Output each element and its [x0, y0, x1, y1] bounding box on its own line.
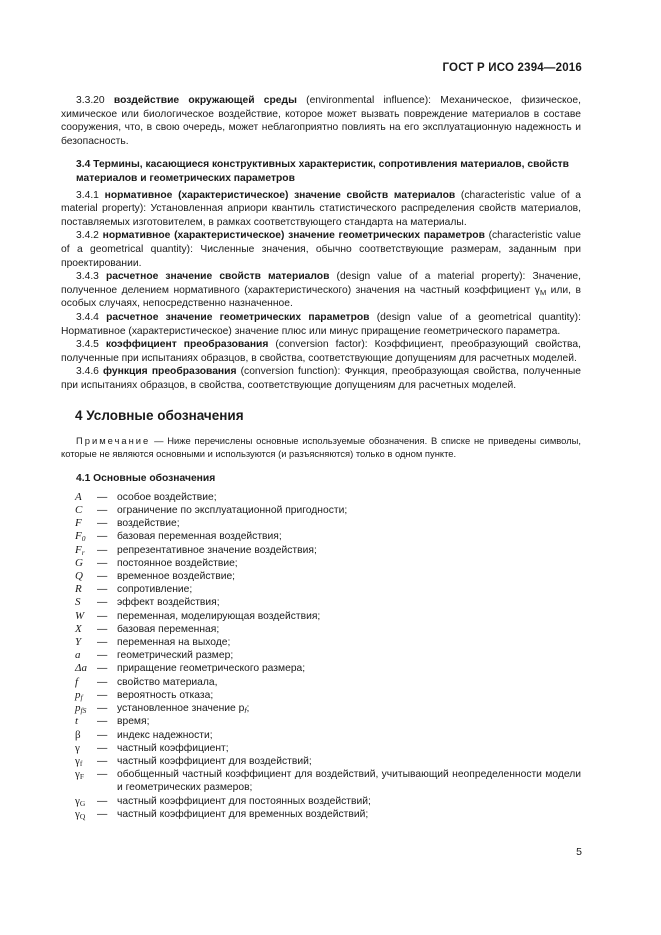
description-text: временное воздействие;	[117, 571, 236, 583]
description-text: базовая переменная воздействия;	[117, 531, 282, 543]
symbol: R	[75, 583, 82, 596]
definition: (conversion function): Функция, преобразующая свойства, полученные при испытаниях образцов, в свойства, соответствующие допущениям для расчетных моделей.	[61, 366, 581, 391]
symbol-row	[61, 689, 581, 702]
symbol-description	[117, 636, 581, 649]
description-text: переменная, моделирующая воздействия;	[117, 610, 321, 622]
term: нормативное (характеристическое) значение свойств материалов	[104, 189, 456, 201]
dash: —	[97, 703, 108, 715]
symbol: $p_f$	[75, 688, 83, 702]
symbol: $p_{fS}$	[75, 702, 87, 716]
paragraph-3-4-6	[61, 365, 581, 392]
symbol: f	[75, 675, 79, 688]
description-text: переменная на выходе;	[117, 637, 231, 649]
symbol: a	[75, 649, 81, 662]
symbol: C	[75, 504, 83, 517]
symbol-row	[61, 544, 581, 557]
description-text: частный коэффициент;	[117, 742, 229, 754]
dash: —	[97, 742, 108, 754]
symbol: t	[75, 715, 79, 728]
dash: —	[97, 623, 108, 635]
definition: (design value of a material property): Значение, полученное делением нормативного (характеристического) значения на частный коэффициент	[61, 271, 581, 296]
symbol-row	[61, 662, 581, 675]
dash: —	[97, 769, 108, 781]
description-text: репрезентативное значение воздействия;	[117, 544, 317, 556]
symbol-row	[61, 715, 581, 728]
description-text: сопротивление;	[117, 584, 193, 596]
symbol-description	[117, 610, 581, 623]
symbol-row	[61, 702, 581, 715]
dash: —	[97, 650, 108, 662]
section-4-1-heading: 4.1 Основные обозначения	[76, 473, 216, 485]
symbol-description	[117, 808, 581, 821]
symbol-description	[117, 662, 581, 675]
term: функция преобразования	[103, 366, 237, 378]
symbol-description	[117, 517, 581, 530]
symbol-description	[117, 530, 581, 543]
gamma-m-symbol	[535, 285, 546, 296]
description-text: особое воздействие;	[117, 491, 217, 503]
symbol-list	[61, 491, 581, 821]
clause-number: 3.4.2	[76, 230, 99, 242]
symbol-description	[117, 623, 581, 636]
symbol: Y	[75, 636, 82, 649]
dash: —	[97, 755, 108, 767]
symbol-row	[61, 557, 581, 570]
dash: —	[97, 531, 108, 543]
definition: (characteristic value of a material property): Установленная априори квантиль статистического распределения свойств материалов, поставляемых изготовителем, в рамках соответствующего стандарта на материалы.	[61, 189, 581, 228]
symbol-description	[117, 755, 581, 768]
note-text: — Ниже перечислены основные используемые обозначения. В списке не приведены символы, которые не являются основными и используются (и разъясняются) только в одном пункте.	[61, 435, 581, 459]
symbol-row	[61, 583, 581, 596]
definition-continued: или, в особых случаях, непосредственно назначенное.	[61, 284, 581, 310]
symbol: $\gamma_f$	[75, 754, 83, 768]
symbol: $F_r$	[75, 543, 85, 557]
symbol-row	[61, 768, 581, 794]
symbol-row	[61, 530, 581, 543]
symbol-description	[117, 544, 581, 557]
description-tail: ;	[246, 703, 250, 715]
symbol: G	[75, 556, 83, 569]
section-4-heading: 4 Условные обозначения	[75, 408, 244, 424]
symbol-row	[61, 676, 581, 689]
clause-number: 3.3.20	[76, 95, 105, 106]
symbol-row	[61, 649, 581, 662]
description-text: постоянное воздействие;	[117, 557, 238, 569]
paragraph-3-4-1	[61, 189, 581, 230]
symbol: A	[75, 490, 82, 503]
symbol-row	[61, 623, 581, 636]
symbol-description	[117, 676, 581, 689]
dash: —	[97, 716, 108, 728]
dash: —	[97, 676, 108, 688]
clause-number: 3.4.1	[76, 189, 99, 201]
term: коэффициент преобразования	[105, 339, 269, 351]
clause-number: 3.4.6	[76, 366, 99, 378]
definition: (environmental influence): Механическое, физическое, химическое или биологическое воздействие, которое может вызвать повреждение материалов в составе сооружения, что, в свою очередь, может неблагоприятно повлиять на его эксплуатационную надежность и безопасность.	[61, 95, 581, 147]
symbol: S	[75, 596, 81, 609]
symbol-subscript: fS	[80, 706, 87, 716]
paragraph-3-4-4	[61, 311, 581, 338]
symbol-description	[117, 795, 581, 808]
inline-subscript: f	[244, 706, 247, 716]
symbol-description	[117, 583, 581, 596]
description-text: частный коэффициент для временных воздействий;	[117, 808, 369, 820]
dash: —	[97, 571, 108, 583]
symbol-row	[61, 636, 581, 649]
symbol: $\gamma_F$	[75, 768, 85, 782]
symbol-description	[117, 702, 581, 715]
description-text: геометрический размер;	[117, 650, 234, 662]
paragraph-3-4-5	[61, 338, 581, 365]
dash: —	[97, 689, 108, 701]
description-text: индекс надежности;	[117, 729, 213, 741]
symbol-subscript: Q	[79, 811, 86, 821]
dash: —	[97, 544, 108, 556]
dash: —	[97, 491, 108, 503]
description-text: эффект воздействия;	[117, 597, 220, 609]
symbol-row	[61, 742, 581, 755]
symbol-description	[117, 729, 581, 742]
symbol-subscript: G	[79, 798, 86, 808]
symbol-row	[61, 755, 581, 768]
clause-number: 3.4.3	[76, 271, 99, 283]
description-text: ограничение по эксплуатационной пригодности;	[117, 505, 348, 517]
symbol: F	[75, 517, 82, 530]
document-header: ГОСТ Р ИСО 2394—2016	[442, 62, 582, 74]
symbol: X	[75, 622, 82, 635]
symbol-row	[61, 491, 581, 504]
symbol: $\gamma_G$	[75, 794, 86, 808]
paragraph-3-3-20	[61, 94, 581, 148]
dash: —	[97, 729, 108, 741]
dash: —	[97, 808, 108, 820]
symbol: $\gamma_Q$	[75, 807, 86, 821]
symbol-row	[61, 517, 581, 530]
symbol-description	[117, 649, 581, 662]
description-text: обобщенный частный коэффициент для воздействий, учитывающий неопределенности модели и геометрических размеров;	[117, 769, 581, 794]
symbol: W	[75, 609, 85, 622]
symbol-subscript: F	[79, 772, 85, 782]
page-number: 5	[576, 846, 582, 858]
paragraph-3-4-3	[61, 270, 581, 311]
dash: —	[97, 597, 108, 609]
definition: (conversion factor): Коэффициент, преобразующий свойства, полученные при испытаниях образцов, в свойства, соответствующие допущениям для расчетных моделей.	[61, 339, 581, 364]
term: нормативное (характеристическое) значение геометрических параметров	[102, 230, 485, 242]
symbol-row	[61, 729, 581, 742]
symbol: Q	[75, 570, 83, 583]
symbol-description	[117, 557, 581, 570]
dash: —	[97, 584, 108, 596]
symbol-description	[117, 504, 581, 517]
dash: —	[97, 505, 108, 517]
clause-number: 3.4.5	[76, 339, 99, 351]
symbol-subscript: f	[79, 758, 83, 768]
dash: —	[97, 795, 108, 807]
description-text: установленное значение p	[117, 703, 245, 715]
gamma-letter: γ	[534, 284, 540, 296]
description-text: время;	[117, 716, 150, 728]
symbol-row	[61, 610, 581, 623]
gamma-subscript: M	[539, 287, 547, 297]
symbol: $F_0$	[75, 530, 86, 544]
symbol-subscript: 0	[81, 534, 86, 544]
symbol: β	[75, 728, 81, 741]
note	[61, 435, 581, 460]
symbol: γ	[75, 741, 80, 754]
clause-number: 3.4.4	[76, 311, 99, 323]
description-text: вероятность отказа;	[117, 689, 214, 701]
description-text: свойство материала,	[117, 676, 218, 688]
symbol-description	[117, 596, 581, 609]
symbol-row	[61, 795, 581, 808]
definition: (characteristic value of a geometrical quantity): Численные значения, обычно соответствующие размерам, заданным при проектировании.	[61, 230, 581, 269]
symbol-subscript: r	[81, 547, 85, 557]
symbol-subscript: f	[80, 692, 83, 702]
dash: —	[97, 637, 108, 649]
term: воздействие окружающей среды	[113, 95, 297, 106]
dash: —	[97, 518, 108, 530]
symbol-row	[61, 808, 581, 821]
symbol-description	[117, 570, 581, 583]
page-content	[61, 94, 581, 821]
definition: (design value of a geometrical quantity): Нормативное (характеристическое) значение плюс или минус приращение геометрического параметра.	[61, 311, 581, 337]
symbol-description	[117, 768, 581, 794]
symbol-row	[61, 570, 581, 583]
dash: —	[97, 610, 108, 622]
description-text: базовая переменная;	[117, 623, 220, 635]
paragraph-3-4-2	[61, 229, 581, 270]
section-3-4-heading: 3.4 Термины, касающиеся конструктивных характеристик, сопротивления материалов, свойств материалов и геометрических параметров	[76, 159, 569, 184]
symbol: Δa	[75, 662, 87, 675]
description-text: воздействие;	[117, 518, 180, 530]
description-text: приращение геометрического размера;	[117, 663, 306, 675]
note-label: Примечание	[76, 435, 151, 447]
dash: —	[97, 663, 108, 675]
term: расчетное значение геометрических параметров	[106, 311, 370, 323]
symbol-description	[117, 689, 581, 702]
description-text: частный коэффициент для постоянных воздействий;	[117, 795, 371, 807]
description-text: частный коэффициент для воздействий;	[117, 755, 312, 767]
symbol-row	[61, 504, 581, 517]
dash: —	[97, 557, 108, 569]
symbol-description	[117, 491, 581, 504]
symbol-description	[117, 742, 581, 755]
term: расчетное значение свойств материалов	[106, 271, 330, 283]
symbol-row	[61, 596, 581, 609]
symbol-description	[117, 715, 581, 728]
